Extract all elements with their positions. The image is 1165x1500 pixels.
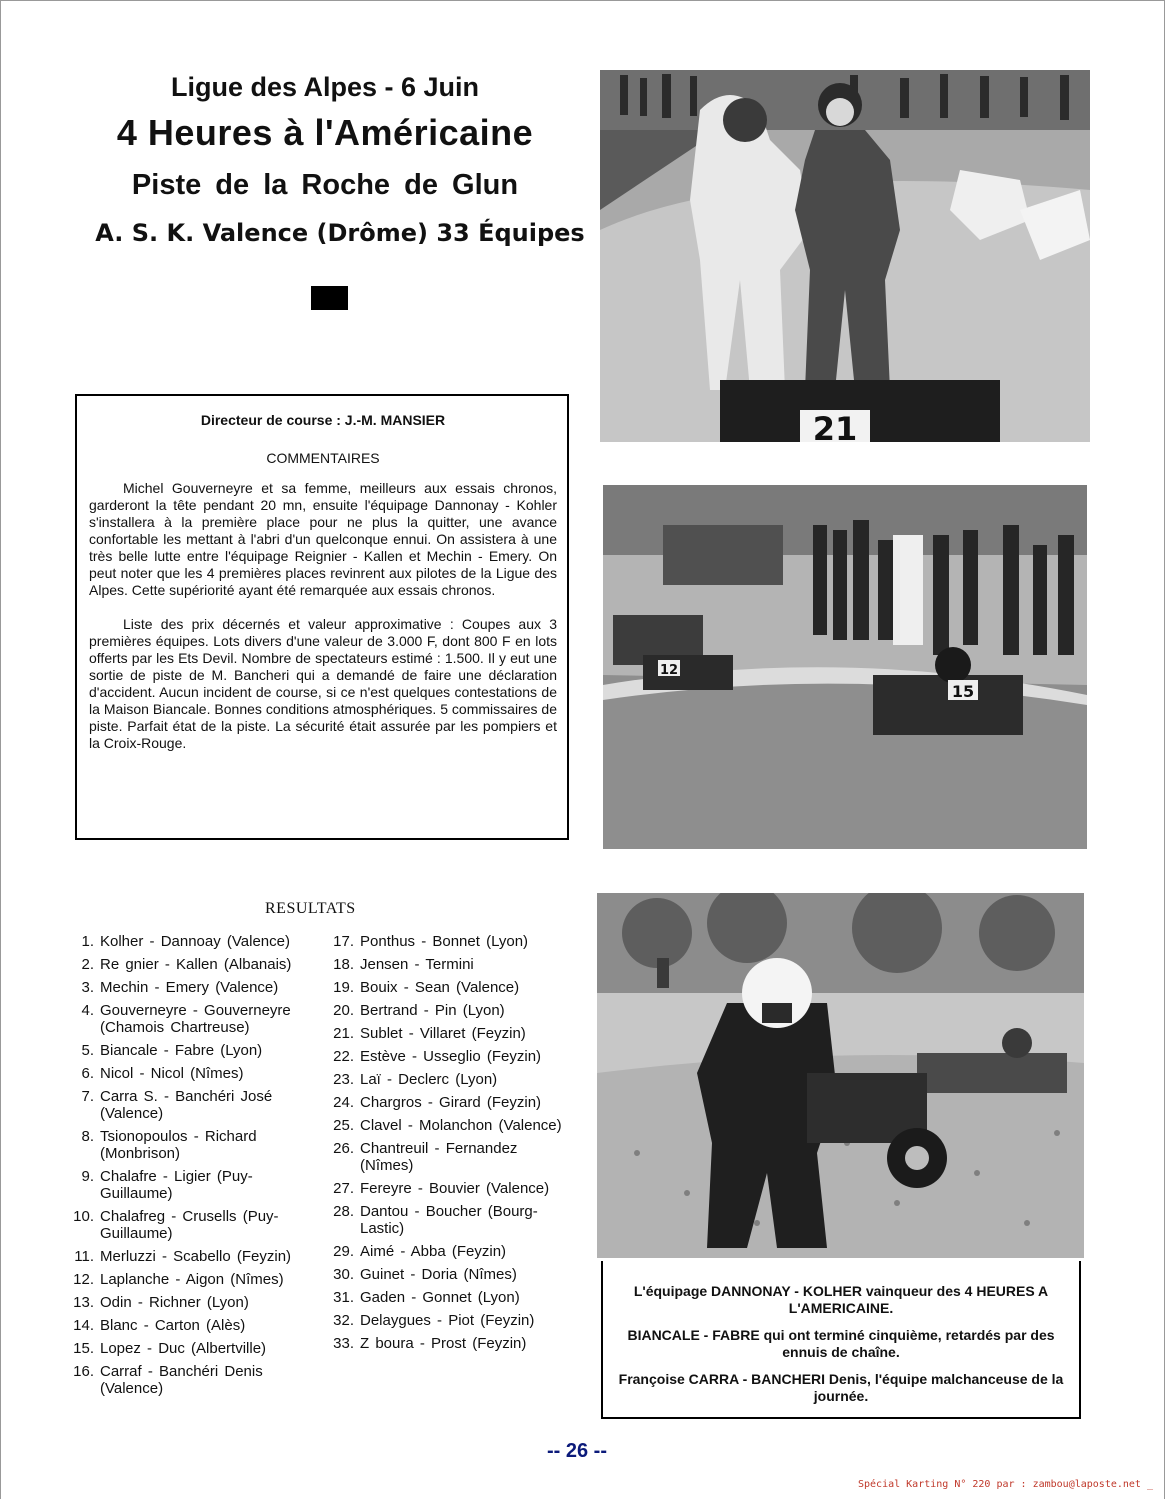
result-row [330, 1203, 570, 1237]
photo-race-spectators [603, 485, 1087, 849]
result-row [64, 1340, 324, 1357]
result-team: Re gnier - Kallen (Albanais) [100, 956, 292, 973]
footer-credit: Spécial Karting N° 220 par : zambou@laposte.net _ [857, 1479, 1153, 1490]
result-row [64, 956, 324, 973]
result-team: Tsionopoulos - Richard (Monbrison) [100, 1128, 257, 1162]
result-position: 15. [73, 1340, 94, 1357]
result-team: Nicol - Nicol (Nîmes) [100, 1065, 244, 1082]
result-position: 5. [81, 1042, 94, 1059]
club-line: A. S. K. Valence (Drôme) 33 Équipes [95, 219, 585, 247]
result-position: 4. [81, 1002, 94, 1019]
result-team: Carraf - Banchéri Denis (Valence) [100, 1363, 263, 1397]
result-position: 30. [333, 1266, 354, 1283]
result-row [330, 933, 570, 950]
result-row [330, 1025, 570, 1042]
result-row [64, 1208, 324, 1242]
results-column-2 [330, 933, 570, 1352]
result-position: 23. [333, 1071, 354, 1088]
result-position: 17. [333, 933, 354, 950]
result-row [330, 1312, 570, 1329]
result-row [330, 1266, 570, 1283]
result-position: 22. [333, 1048, 354, 1065]
result-position: 10. [73, 1208, 94, 1225]
result-team: Mechin - Emery (Valence) [100, 979, 279, 996]
result-position: 21. [333, 1025, 354, 1042]
results-heading: RESULTATS [265, 900, 356, 917]
result-position: 9. [81, 1168, 94, 1185]
result-position: 2. [81, 956, 94, 973]
result-team: Blanc - Carton (Alès) [100, 1317, 246, 1334]
result-team: Z boura - Prost (Feyzin) [360, 1335, 527, 1352]
result-row [64, 1248, 324, 1265]
result-team: Guinet - Doria (Nîmes) [360, 1266, 517, 1283]
result-position: 16. [73, 1363, 94, 1380]
result-team: Kolher - Dannoay (Valence) [100, 933, 290, 950]
comments-heading: COMMENTAIRES [266, 450, 380, 466]
result-position: 20. [333, 1002, 354, 1019]
result-row [64, 1363, 324, 1397]
article-header [60, 68, 590, 256]
comments-paragraph-2: Liste des prix décernés et valeur approximative : Coupes aux 3 premières équipes. Lots divers d'une valeur de 3.000 F, dont 800 F en lots offerts par les Ets Devil. Nombre de spectateurs estimé : 1.500. Il y eut une sortie de piste de M. Bancheri qui a demandé de faire une déclaration d'accident. Aucun incident de course, si ce n'est quelques contestations de la Maison Biancale. Bonnes conditions atmosphériques. 5 commissaires de piste. Parfait état de la piste. La sécurité était assurée par les pompiers et la Croix-Rouge. [89, 616, 557, 751]
result-team: Gouverneyre - Gouverneyre (Chamois Chartreuse) [100, 1002, 291, 1036]
result-row [330, 1117, 570, 1134]
result-team: Sublet - Villaret (Feyzin) [360, 1025, 526, 1042]
result-team: Carra S. - Banchéri José (Valence) [100, 1088, 273, 1122]
result-row [330, 1071, 570, 1088]
result-position: 13. [73, 1294, 94, 1311]
result-row [330, 1094, 570, 1111]
result-team: Merluzzi - Scabello (Feyzin) [100, 1248, 292, 1265]
photo-driver-pushing-kart [597, 893, 1084, 1258]
result-row [64, 1065, 324, 1082]
result-row [64, 979, 324, 996]
result-team: Bertrand - Pin (Lyon) [360, 1002, 505, 1019]
result-position: 33. [333, 1335, 354, 1352]
result-row [330, 1180, 570, 1197]
result-position: 19. [333, 979, 354, 996]
article-title: 4 Heures à l'Américaine [116, 112, 534, 153]
result-team: Jensen - Termini [360, 956, 474, 973]
league-date: Ligue des Alpes - 6 Juin [170, 72, 480, 102]
result-row [64, 933, 324, 950]
result-row [330, 979, 570, 996]
kart-number-21: 21 [812, 410, 858, 442]
result-team: Laplanche - Aigon (Nîmes) [100, 1271, 284, 1288]
result-team: Ponthus - Bonnet (Lyon) [360, 933, 529, 950]
caption-winners: L'équipage DANNONAY - KOLHER vainqueur des 4 HEURES A L'AMERICAINE. [633, 1283, 1049, 1316]
result-team: Chalafre - Ligier (Puy-Guillaume) [100, 1168, 253, 1202]
photo-winners-image [600, 70, 1090, 442]
result-team: Odin - Richner (Lyon) [100, 1294, 249, 1311]
result-team: Chantreuil - Fernandez (Nîmes) [360, 1140, 518, 1174]
page-number: -- 26 -- [547, 1440, 607, 1462]
result-row [64, 1168, 324, 1202]
photo-driver-image [597, 893, 1084, 1258]
track-name: Piste de la Roche de Glun [131, 169, 519, 201]
result-position: 27. [333, 1180, 354, 1197]
result-row [330, 1048, 570, 1065]
result-position: 8. [81, 1128, 94, 1145]
result-position: 28. [333, 1203, 354, 1220]
result-row [64, 1042, 324, 1059]
result-team: Chalafreg - Crusells (Puy-Guillaume) [100, 1208, 279, 1242]
result-team: Laï - Declerc (Lyon) [360, 1071, 498, 1088]
result-row [330, 1002, 570, 1019]
result-position: 24. [333, 1094, 354, 1111]
result-position: 3. [81, 979, 94, 996]
caption-unlucky-team: Françoise CARRA - BANCHERI Denis, l'équipe malchanceuse de la journée. [618, 1371, 1064, 1404]
comments-box [75, 394, 569, 840]
result-position: 6. [81, 1065, 94, 1082]
result-row [64, 1088, 324, 1122]
result-row [330, 1243, 570, 1260]
result-row [64, 1271, 324, 1288]
kart-number-12: 12 [659, 663, 679, 678]
results-column-1 [64, 933, 324, 1397]
kart-number-15: 15 [951, 682, 975, 701]
result-position: 18. [333, 956, 354, 973]
result-position: 11. [74, 1248, 94, 1265]
result-position: 31. [333, 1289, 354, 1306]
result-position: 32. [333, 1312, 354, 1329]
race-director: Directeur de course : J.-M. MANSIER [200, 412, 446, 428]
result-row [330, 1140, 570, 1174]
result-position: 7. [81, 1088, 94, 1105]
result-row [64, 1294, 324, 1311]
result-row [64, 1002, 324, 1036]
result-row [330, 1289, 570, 1306]
result-team: Fereyre - Bouvier (Valence) [360, 1180, 550, 1197]
result-row [330, 956, 570, 973]
result-team: Chargros - Girard (Feyzin) [360, 1094, 542, 1111]
result-team: Delaygues - Piot (Feyzin) [360, 1312, 535, 1329]
result-team: Aimé - Abba (Feyzin) [360, 1243, 507, 1260]
photo-race-image [603, 485, 1087, 849]
caption-fifth-place: BIANCALE - FABRE qui ont terminé cinquième, retardés par des ennuis de chaîne. [627, 1327, 1055, 1360]
result-row [330, 1335, 570, 1352]
result-team: Gaden - Gonnet (Lyon) [360, 1289, 520, 1306]
black-square-mark [311, 286, 348, 310]
result-team: Lopez - Duc (Albertville) [100, 1340, 267, 1357]
result-team: Estève - Usseglio (Feyzin) [360, 1048, 542, 1065]
photo-captions [601, 1261, 1081, 1419]
result-team: Bouix - Sean (Valence) [360, 979, 520, 996]
result-position: 1. [81, 933, 94, 950]
result-team: Biancale - Fabre (Lyon) [100, 1042, 263, 1059]
result-position: 25. [333, 1117, 354, 1134]
result-position: 12. [73, 1271, 94, 1288]
result-row [64, 1317, 324, 1334]
result-position: 29. [333, 1243, 354, 1260]
result-team: Dantou - Boucher (Bourg-Lastic) [360, 1203, 538, 1237]
result-position: 14. [73, 1317, 94, 1334]
photo-winners [600, 70, 1090, 442]
result-row [64, 1128, 324, 1162]
result-position: 26. [333, 1140, 354, 1157]
result-team: Clavel - Molanchon (Valence) [360, 1117, 562, 1134]
comments-paragraph-1: Michel Gouverneyre et sa femme, meilleurs aux essais chronos, garderont la tête pendant 20 mn, ensuite l'équipage Dannonay - Kohler s'installera à la première place pour ne plus la quitter, une avance confortable les mettant à l'abri d'un quelconque ennui. On assistera à une très belle lutte entre l'équipage Reignier - Kallen et Mechin - Emery. On peut noter que les 4 premières places revinrent aux pilotes de la Ligue des Alpes. Cette supériorité ayant été remarquée aux essais chronos. [89, 480, 557, 598]
